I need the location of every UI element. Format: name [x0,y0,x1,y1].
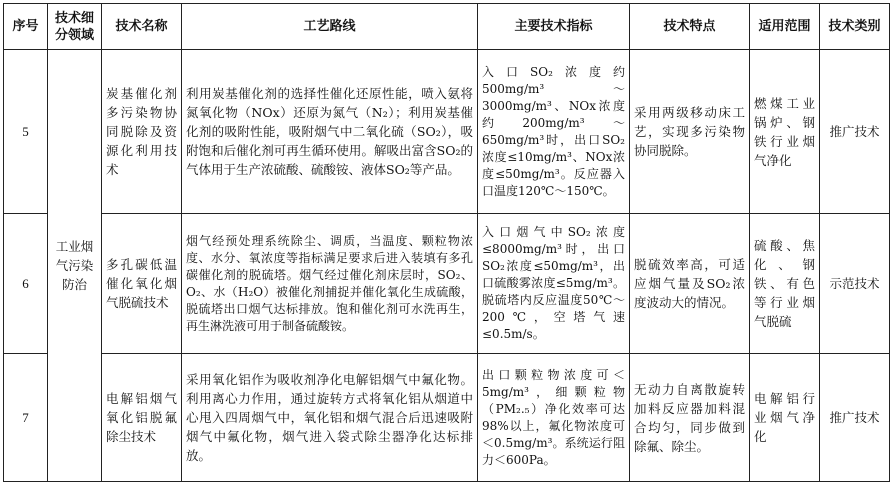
header-scope: 适用范围 [750,4,820,50]
row-tech-name: 炭基催化剂多污染物协同脱除及资源化利用技术 [102,50,182,214]
row-indicators: 出口颗粒物浓度可＜5mg/m³，细颗粒物（PM₂.₅）净化效率可达98%以上，氟化物浓度可＜0.5mg/m³。系统运行阻力＜600Pa。 [478,354,630,482]
row-scope: 硫酸、焦化、钢铁、有色等行业烟气脱硫 [750,214,820,354]
row-scope: 电解铝行业烟气净化 [750,354,820,482]
row-category: 推广技术 [820,354,890,482]
header-subfield: 技术细分领域 [48,4,102,50]
row-process: 烟气经预处理系统除尘、调质，当温度、颗粒物浓度、水分、氧浓度等指标满足要求后进入装填有多孔碳催化剂的脱硫塔。烟气经过催化剂床层时，SO₂、O₂、水（H₂O）被催化剂捕捉并催化氧化生成硫酸，脱硫塔出口烟气达标排放。饱和催化剂可水洗再生，再生淋洗液可用于制备硫酸铵。 [182,214,478,354]
row-indicators: 入口SO₂浓度约500mg/m³～3000mg/m³、NOx浓度约200mg/m³～650mg/m³时，出口SO₂浓度≤10mg/m³、NOx浓度≤50mg/m³。反应器入口温度120℃～150℃。 [478,50,630,214]
row-seq: 5 [4,50,48,214]
table-row [4,354,890,482]
row-tech-name: 多孔碳低温催化氧化烟气脱硫技术 [102,214,182,354]
row-process: 采用氧化铝作为吸收剂净化电解铝烟气中氟化物。利用离心力作用，通过旋转方式将氧化铝从烟道中心甩入四周烟气中，氧化铝和烟气混合后迅速吸附烟气中氟化物，烟气进入袋式除尘器净化达标排放。 [182,354,478,482]
row-features: 脱硫效率高，可适应烟气量及SO₂浓度波动大的情况。 [630,214,750,354]
header-features: 技术特点 [630,4,750,50]
row-indicators: 入口烟气中SO₂浓度≤8000mg/m³时，出口SO₂浓度≤50mg/m³，出口硫酸雾浓度≤5mg/m³。脱硫塔内反应温度50℃～200℃，空塔气速≤0.5m/s。 [478,214,630,354]
row-tech-name: 电解铝烟气氧化铝脱氟除尘技术 [102,354,182,482]
row-features: 采用两级移动床工艺，实现多污染物协同脱除。 [630,50,750,214]
header-process: 工艺路线 [182,4,478,50]
table-row [4,214,890,354]
row-process: 利用炭基催化剂的选择性催化还原性能，喷入氨将氮氧化物（NOx）还原为氮气（N₂）；利用炭基催化剂的吸附性能，吸附烟气中二氧化硫（SO₂），吸附饱和后催化剂可再生循环使用。解吸出富含SO₂的气体用于生产浓硫酸、硫酸铵、液体SO₂等产品。 [182,50,478,214]
row-seq: 7 [4,354,48,482]
subfield-cell: 工业烟气污染防治 [48,50,102,482]
row-features: 无动力自离散旋转加料反应器加料混合均匀，同步做到除氟、除尘。 [630,354,750,482]
header-name: 技术名称 [102,4,182,50]
header-indicators: 主要技术指标 [478,4,630,50]
table-row [4,50,890,214]
row-category: 示范技术 [820,214,890,354]
row-category: 推广技术 [820,50,890,214]
technology-table [3,3,890,482]
header-seq: 序号 [4,4,48,50]
row-seq: 6 [4,214,48,354]
header-row [4,4,890,50]
header-category: 技术类别 [820,4,890,50]
row-scope: 燃煤工业锅炉、钢铁行业烟气净化 [750,50,820,214]
